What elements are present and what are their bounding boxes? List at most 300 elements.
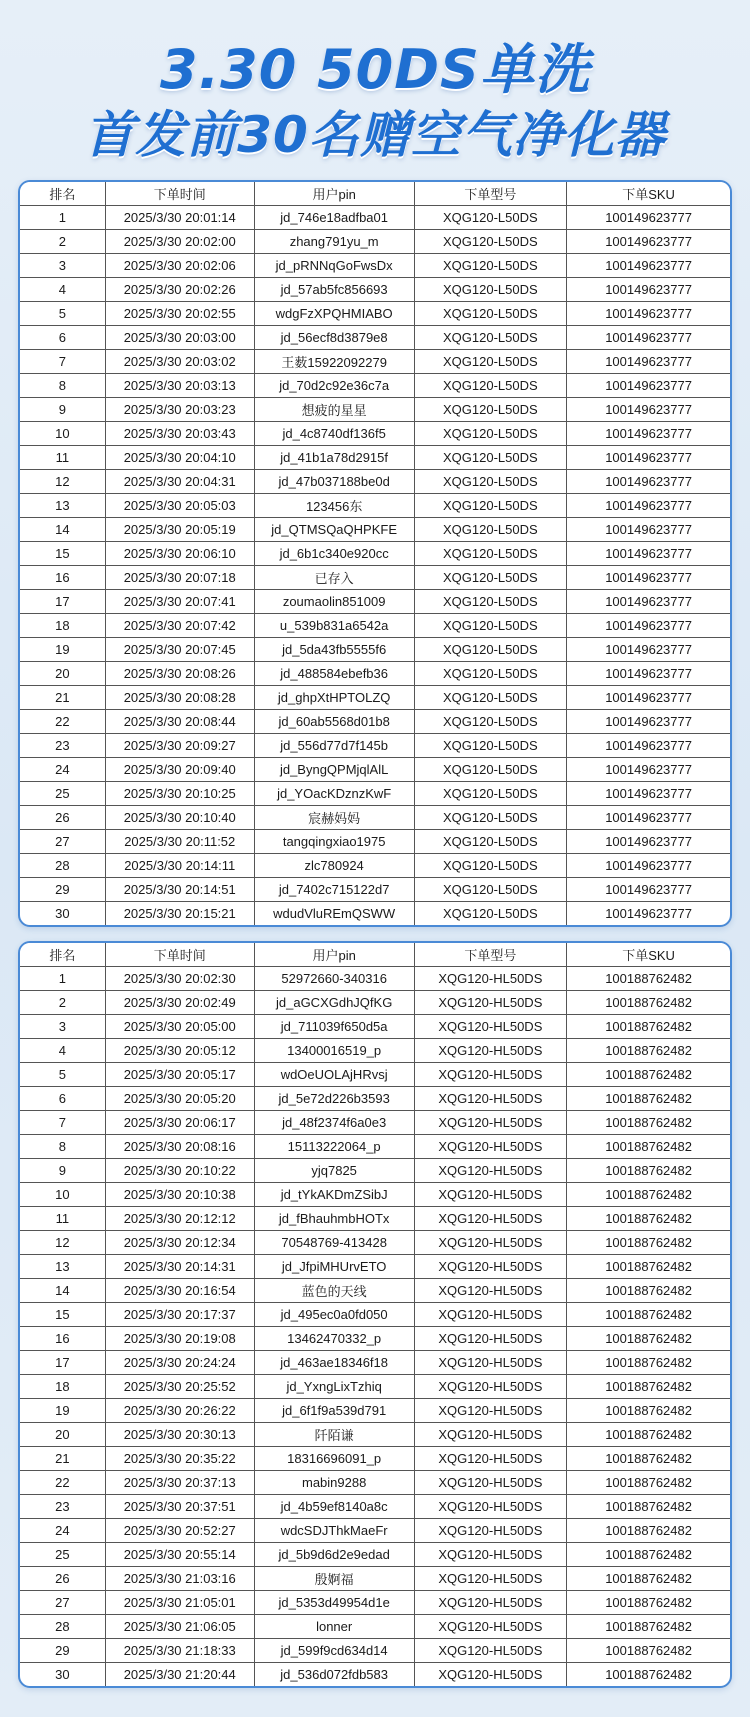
rank-cell: 19 bbox=[20, 638, 105, 662]
rank-cell: 6 bbox=[20, 326, 105, 350]
sku-cell: 100188762482 bbox=[567, 1039, 730, 1063]
user-pin-cell: tangqingxiao1975 bbox=[254, 830, 414, 854]
sku-cell: 100149623777 bbox=[567, 566, 730, 590]
order-time-cell: 2025/3/30 20:05:00 bbox=[105, 1015, 254, 1039]
order-time-cell: 2025/3/30 20:55:14 bbox=[105, 1543, 254, 1567]
model-cell: XQG120-L50DS bbox=[414, 854, 567, 878]
user-pin-cell: wdudVluREmQSWW bbox=[254, 902, 414, 926]
rank-cell: 3 bbox=[20, 1015, 105, 1039]
sku-cell: 100188762482 bbox=[567, 1327, 730, 1351]
rank-cell: 17 bbox=[20, 1351, 105, 1375]
sku-cell: 100149623777 bbox=[567, 686, 730, 710]
column-header: 用户pin bbox=[254, 182, 414, 206]
column-header: 下单型号 bbox=[414, 182, 567, 206]
sku-cell: 100149623777 bbox=[567, 398, 730, 422]
model-cell: XQG120-HL50DS bbox=[414, 1255, 567, 1279]
sku-cell: 100149623777 bbox=[567, 782, 730, 806]
table-row bbox=[20, 1279, 730, 1303]
order-time-cell: 2025/3/30 20:07:42 bbox=[105, 614, 254, 638]
order-time-cell: 2025/3/30 20:26:22 bbox=[105, 1399, 254, 1423]
sku-cell: 100149623777 bbox=[567, 830, 730, 854]
model-cell: XQG120-L50DS bbox=[414, 206, 567, 230]
user-pin-cell: 70548769-413428 bbox=[254, 1231, 414, 1255]
rank-cell: 11 bbox=[20, 446, 105, 470]
table-row bbox=[20, 710, 730, 734]
model-cell: XQG120-HL50DS bbox=[414, 1639, 567, 1663]
order-time-cell: 2025/3/30 20:02:26 bbox=[105, 278, 254, 302]
sku-cell: 100188762482 bbox=[567, 1375, 730, 1399]
user-pin-cell: jd_YOacKDznzKwF bbox=[254, 782, 414, 806]
user-pin-cell: jd_556d77d7f145b bbox=[254, 734, 414, 758]
sku-cell: 100188762482 bbox=[567, 1471, 730, 1495]
table-row bbox=[20, 806, 730, 830]
sku-cell: 100149623777 bbox=[567, 662, 730, 686]
sku-cell: 100188762482 bbox=[567, 1495, 730, 1519]
sku-cell: 100188762482 bbox=[567, 1087, 730, 1111]
sku-cell: 100188762482 bbox=[567, 1663, 730, 1687]
model-cell: XQG120-HL50DS bbox=[414, 1423, 567, 1447]
user-pin-cell: jd_599f9cd634d14 bbox=[254, 1639, 414, 1663]
sku-cell: 100188762482 bbox=[567, 1303, 730, 1327]
sku-cell: 100149623777 bbox=[567, 302, 730, 326]
table-row bbox=[20, 686, 730, 710]
sku-cell: 100188762482 bbox=[567, 991, 730, 1015]
column-header: 下单SKU bbox=[567, 943, 730, 967]
model-cell: XQG120-HL50DS bbox=[414, 1135, 567, 1159]
table-header-row bbox=[20, 943, 730, 967]
user-pin-cell: zlc780924 bbox=[254, 854, 414, 878]
model-cell: XQG120-L50DS bbox=[414, 326, 567, 350]
model-cell: XQG120-HL50DS bbox=[414, 1231, 567, 1255]
model-cell: XQG120-HL50DS bbox=[414, 1591, 567, 1615]
table-row bbox=[20, 1015, 730, 1039]
order-time-cell: 2025/3/30 21:03:16 bbox=[105, 1567, 254, 1591]
order-time-cell: 2025/3/30 20:52:27 bbox=[105, 1519, 254, 1543]
rank-cell: 24 bbox=[20, 758, 105, 782]
user-pin-cell: 殷婀福 bbox=[254, 1567, 414, 1591]
table-header-row bbox=[20, 182, 730, 206]
title-line-2: 首发前30名赠空气净化器 bbox=[84, 106, 666, 164]
table-row bbox=[20, 1231, 730, 1255]
table-row bbox=[20, 1303, 730, 1327]
table-row bbox=[20, 734, 730, 758]
user-pin-cell: u_539b831a6542a bbox=[254, 614, 414, 638]
order-time-cell: 2025/3/30 20:08:16 bbox=[105, 1135, 254, 1159]
user-pin-cell: jd_41b1a78d2915f bbox=[254, 446, 414, 470]
model-cell: XQG120-HL50DS bbox=[414, 1399, 567, 1423]
sku-cell: 100188762482 bbox=[567, 1447, 730, 1471]
model-cell: XQG120-L50DS bbox=[414, 878, 567, 902]
order-time-cell: 2025/3/30 20:14:31 bbox=[105, 1255, 254, 1279]
model-cell: XQG120-L50DS bbox=[414, 278, 567, 302]
order-time-cell: 2025/3/30 20:02:06 bbox=[105, 254, 254, 278]
user-pin-cell: 13400016519_p bbox=[254, 1039, 414, 1063]
model-cell: XQG120-HL50DS bbox=[414, 1015, 567, 1039]
rank-cell: 20 bbox=[20, 1423, 105, 1447]
order-time-cell: 2025/3/30 20:03:13 bbox=[105, 374, 254, 398]
table-row bbox=[20, 590, 730, 614]
sku-cell: 100188762482 bbox=[567, 1063, 730, 1087]
model-cell: XQG120-L50DS bbox=[414, 662, 567, 686]
table-row bbox=[20, 1327, 730, 1351]
model-cell: XQG120-L50DS bbox=[414, 566, 567, 590]
user-pin-cell: jd_5e72d226b3593 bbox=[254, 1087, 414, 1111]
model-cell: XQG120-L50DS bbox=[414, 350, 567, 374]
user-pin-cell: jd_5da43fb5555f6 bbox=[254, 638, 414, 662]
order-time-cell: 2025/3/30 20:05:03 bbox=[105, 494, 254, 518]
model-cell: XQG120-L50DS bbox=[414, 806, 567, 830]
sku-cell: 100188762482 bbox=[567, 1423, 730, 1447]
sku-cell: 100149623777 bbox=[567, 254, 730, 278]
model-cell: XQG120-HL50DS bbox=[414, 1615, 567, 1639]
order-table-panel bbox=[18, 941, 732, 1688]
sku-cell: 100149623777 bbox=[567, 494, 730, 518]
order-time-cell: 2025/3/30 20:07:45 bbox=[105, 638, 254, 662]
model-cell: XQG120-L50DS bbox=[414, 830, 567, 854]
table-row bbox=[20, 638, 730, 662]
model-cell: XQG120-HL50DS bbox=[414, 1447, 567, 1471]
table-row bbox=[20, 1183, 730, 1207]
table-row bbox=[20, 446, 730, 470]
order-time-cell: 2025/3/30 20:14:51 bbox=[105, 878, 254, 902]
model-cell: XQG120-HL50DS bbox=[414, 1543, 567, 1567]
user-pin-cell: 阡陌谦 bbox=[254, 1423, 414, 1447]
user-pin-cell: jd_6f1f9a539d791 bbox=[254, 1399, 414, 1423]
rank-cell: 12 bbox=[20, 470, 105, 494]
rank-cell: 3 bbox=[20, 254, 105, 278]
sku-cell: 100188762482 bbox=[567, 1183, 730, 1207]
rank-cell: 13 bbox=[20, 1255, 105, 1279]
order-time-cell: 2025/3/30 20:24:24 bbox=[105, 1351, 254, 1375]
model-cell: XQG120-L50DS bbox=[414, 590, 567, 614]
order-time-cell: 2025/3/30 20:05:20 bbox=[105, 1087, 254, 1111]
user-pin-cell: lonner bbox=[254, 1615, 414, 1639]
user-pin-cell: 已存入 bbox=[254, 566, 414, 590]
table-row bbox=[20, 1207, 730, 1231]
sku-cell: 100149623777 bbox=[567, 542, 730, 566]
table-row bbox=[20, 782, 730, 806]
model-cell: XQG120-HL50DS bbox=[414, 1039, 567, 1063]
user-pin-cell: jd_70d2c92e36c7a bbox=[254, 374, 414, 398]
model-cell: XQG120-HL50DS bbox=[414, 1087, 567, 1111]
tables-container bbox=[0, 180, 750, 1688]
order-time-cell: 2025/3/30 20:05:19 bbox=[105, 518, 254, 542]
table-row bbox=[20, 230, 730, 254]
user-pin-cell: jd_60ab5568d01b8 bbox=[254, 710, 414, 734]
model-cell: XQG120-L50DS bbox=[414, 302, 567, 326]
table-row bbox=[20, 1639, 730, 1663]
sku-cell: 100188762482 bbox=[567, 1279, 730, 1303]
rank-cell: 1 bbox=[20, 206, 105, 230]
table-row bbox=[20, 350, 730, 374]
order-time-cell: 2025/3/30 20:37:51 bbox=[105, 1495, 254, 1519]
model-cell: XQG120-HL50DS bbox=[414, 1159, 567, 1183]
user-pin-cell: jd_463ae18346f18 bbox=[254, 1351, 414, 1375]
rank-cell: 25 bbox=[20, 782, 105, 806]
sku-cell: 100149623777 bbox=[567, 278, 730, 302]
user-pin-cell: 13462470332_p bbox=[254, 1327, 414, 1351]
table-row bbox=[20, 1087, 730, 1111]
table-row bbox=[20, 1591, 730, 1615]
model-cell: XQG120-L50DS bbox=[414, 470, 567, 494]
table-row bbox=[20, 967, 730, 991]
user-pin-cell: jd_tYkAKDmZSibJ bbox=[254, 1183, 414, 1207]
rank-cell: 5 bbox=[20, 302, 105, 326]
column-header: 下单型号 bbox=[414, 943, 567, 967]
user-pin-cell: wdcSDJThkMaeFr bbox=[254, 1519, 414, 1543]
model-cell: XQG120-HL50DS bbox=[414, 1375, 567, 1399]
model-cell: XQG120-L50DS bbox=[414, 254, 567, 278]
column-header: 下单SKU bbox=[567, 182, 730, 206]
rank-cell: 25 bbox=[20, 1543, 105, 1567]
table-row bbox=[20, 1399, 730, 1423]
user-pin-cell: jd_488584ebefb36 bbox=[254, 662, 414, 686]
model-cell: XQG120-L50DS bbox=[414, 734, 567, 758]
rank-cell: 21 bbox=[20, 686, 105, 710]
order-time-cell: 2025/3/30 20:11:52 bbox=[105, 830, 254, 854]
sku-cell: 100188762482 bbox=[567, 1615, 730, 1639]
sku-cell: 100149623777 bbox=[567, 422, 730, 446]
table-row bbox=[20, 422, 730, 446]
table-row bbox=[20, 1495, 730, 1519]
user-pin-cell: jd_746e18adfba01 bbox=[254, 206, 414, 230]
order-time-cell: 2025/3/30 20:05:12 bbox=[105, 1039, 254, 1063]
user-pin-cell: yjq7825 bbox=[254, 1159, 414, 1183]
user-pin-cell: jd_7402c715122d7 bbox=[254, 878, 414, 902]
table-row bbox=[20, 470, 730, 494]
rank-cell: 27 bbox=[20, 830, 105, 854]
model-cell: XQG120-HL50DS bbox=[414, 967, 567, 991]
rank-cell: 5 bbox=[20, 1063, 105, 1087]
table-row bbox=[20, 1135, 730, 1159]
rank-cell: 30 bbox=[20, 902, 105, 926]
order-time-cell: 2025/3/30 20:02:00 bbox=[105, 230, 254, 254]
sku-cell: 100149623777 bbox=[567, 854, 730, 878]
order-time-cell: 2025/3/30 20:04:10 bbox=[105, 446, 254, 470]
order-time-cell: 2025/3/30 20:07:41 bbox=[105, 590, 254, 614]
order-time-cell: 2025/3/30 20:19:08 bbox=[105, 1327, 254, 1351]
model-cell: XQG120-HL50DS bbox=[414, 1303, 567, 1327]
table-row bbox=[20, 991, 730, 1015]
rank-cell: 10 bbox=[20, 1183, 105, 1207]
user-pin-cell: jd_56ecf8d3879e8 bbox=[254, 326, 414, 350]
model-cell: XQG120-L50DS bbox=[414, 518, 567, 542]
user-pin-cell: jd_5353d49954d1e bbox=[254, 1591, 414, 1615]
rank-cell: 22 bbox=[20, 1471, 105, 1495]
sku-cell: 100188762482 bbox=[567, 1351, 730, 1375]
sku-cell: 100188762482 bbox=[567, 1159, 730, 1183]
table-row bbox=[20, 1543, 730, 1567]
model-cell: XQG120-L50DS bbox=[414, 374, 567, 398]
model-cell: XQG120-HL50DS bbox=[414, 1471, 567, 1495]
table-row bbox=[20, 1039, 730, 1063]
user-pin-cell: jd_JfpiMHUrvETO bbox=[254, 1255, 414, 1279]
column-header: 排名 bbox=[20, 943, 105, 967]
user-pin-cell: jd_4c8740df136f5 bbox=[254, 422, 414, 446]
order-time-cell: 2025/3/30 20:17:37 bbox=[105, 1303, 254, 1327]
rank-cell: 7 bbox=[20, 350, 105, 374]
rank-cell: 19 bbox=[20, 1399, 105, 1423]
table-row bbox=[20, 278, 730, 302]
sku-cell: 100149623777 bbox=[567, 614, 730, 638]
model-cell: XQG120-HL50DS bbox=[414, 1207, 567, 1231]
table-row bbox=[20, 854, 730, 878]
order-table bbox=[20, 943, 730, 1686]
user-pin-cell: zhang791yu_m bbox=[254, 230, 414, 254]
model-cell: XQG120-HL50DS bbox=[414, 1495, 567, 1519]
model-cell: XQG120-HL50DS bbox=[414, 1063, 567, 1087]
model-cell: XQG120-L50DS bbox=[414, 542, 567, 566]
user-pin-cell: wdgFzXPQHMIABO bbox=[254, 302, 414, 326]
sku-cell: 100149623777 bbox=[567, 710, 730, 734]
user-pin-cell: jd_4b59ef8140a8c bbox=[254, 1495, 414, 1519]
sku-cell: 100149623777 bbox=[567, 518, 730, 542]
model-cell: XQG120-L50DS bbox=[414, 638, 567, 662]
order-time-cell: 2025/3/30 20:14:11 bbox=[105, 854, 254, 878]
rank-cell: 8 bbox=[20, 374, 105, 398]
table-row bbox=[20, 254, 730, 278]
sku-cell: 100188762482 bbox=[567, 1639, 730, 1663]
sku-cell: 100149623777 bbox=[567, 446, 730, 470]
sku-cell: 100149623777 bbox=[567, 470, 730, 494]
rank-cell: 23 bbox=[20, 1495, 105, 1519]
user-pin-cell: 想疲的星星 bbox=[254, 398, 414, 422]
rank-cell: 29 bbox=[20, 1639, 105, 1663]
table-row bbox=[20, 614, 730, 638]
model-cell: XQG120-L50DS bbox=[414, 230, 567, 254]
order-time-cell: 2025/3/30 20:06:10 bbox=[105, 542, 254, 566]
order-time-cell: 2025/3/30 20:08:44 bbox=[105, 710, 254, 734]
sku-cell: 100149623777 bbox=[567, 878, 730, 902]
order-time-cell: 2025/3/30 20:04:31 bbox=[105, 470, 254, 494]
table-row bbox=[20, 206, 730, 230]
sku-cell: 100149623777 bbox=[567, 806, 730, 830]
page-header bbox=[0, 0, 750, 180]
rank-cell: 18 bbox=[20, 1375, 105, 1399]
table-row bbox=[20, 1615, 730, 1639]
model-cell: XQG120-HL50DS bbox=[414, 1279, 567, 1303]
order-time-cell: 2025/3/30 20:10:38 bbox=[105, 1183, 254, 1207]
user-pin-cell: 15113222064_p bbox=[254, 1135, 414, 1159]
sku-cell: 100149623777 bbox=[567, 734, 730, 758]
model-cell: XQG120-HL50DS bbox=[414, 1519, 567, 1543]
rank-cell: 14 bbox=[20, 1279, 105, 1303]
order-time-cell: 2025/3/30 21:06:05 bbox=[105, 1615, 254, 1639]
rank-cell: 21 bbox=[20, 1447, 105, 1471]
table-row bbox=[20, 1159, 730, 1183]
user-pin-cell: jd_711039f650d5a bbox=[254, 1015, 414, 1039]
order-time-cell: 2025/3/30 21:18:33 bbox=[105, 1639, 254, 1663]
order-time-cell: 2025/3/30 21:05:01 bbox=[105, 1591, 254, 1615]
order-time-cell: 2025/3/30 20:25:52 bbox=[105, 1375, 254, 1399]
order-time-cell: 2025/3/30 20:12:12 bbox=[105, 1207, 254, 1231]
sku-cell: 100149623777 bbox=[567, 326, 730, 350]
table-row bbox=[20, 1063, 730, 1087]
order-time-cell: 2025/3/30 20:07:18 bbox=[105, 566, 254, 590]
sku-cell: 100188762482 bbox=[567, 967, 730, 991]
table-row bbox=[20, 902, 730, 926]
order-time-cell: 2025/3/30 20:10:22 bbox=[105, 1159, 254, 1183]
table-row bbox=[20, 1111, 730, 1135]
table-row bbox=[20, 1375, 730, 1399]
order-time-cell: 2025/3/30 20:02:49 bbox=[105, 991, 254, 1015]
user-pin-cell: jd_ghpXtHPTOLZQ bbox=[254, 686, 414, 710]
rank-cell: 4 bbox=[20, 278, 105, 302]
user-pin-cell: 18316696091_p bbox=[254, 1447, 414, 1471]
rank-cell: 7 bbox=[20, 1111, 105, 1135]
user-pin-cell: 王薮15922092279 bbox=[254, 350, 414, 374]
column-header: 下单时间 bbox=[105, 943, 254, 967]
table-row bbox=[20, 878, 730, 902]
user-pin-cell: jd_495ec0a0fd050 bbox=[254, 1303, 414, 1327]
table-row bbox=[20, 1255, 730, 1279]
rank-cell: 6 bbox=[20, 1087, 105, 1111]
rank-cell: 29 bbox=[20, 878, 105, 902]
sku-cell: 100188762482 bbox=[567, 1519, 730, 1543]
order-time-cell: 2025/3/30 20:09:40 bbox=[105, 758, 254, 782]
model-cell: XQG120-L50DS bbox=[414, 398, 567, 422]
model-cell: XQG120-HL50DS bbox=[414, 1351, 567, 1375]
order-time-cell: 2025/3/30 20:37:13 bbox=[105, 1471, 254, 1495]
rank-cell: 22 bbox=[20, 710, 105, 734]
rank-cell: 26 bbox=[20, 806, 105, 830]
rank-cell: 11 bbox=[20, 1207, 105, 1231]
rank-cell: 16 bbox=[20, 1327, 105, 1351]
rank-cell: 8 bbox=[20, 1135, 105, 1159]
table-row bbox=[20, 1663, 730, 1687]
order-time-cell: 2025/3/30 20:35:22 bbox=[105, 1447, 254, 1471]
user-pin-cell: mabin9288 bbox=[254, 1471, 414, 1495]
table-row bbox=[20, 518, 730, 542]
sku-cell: 100149623777 bbox=[567, 902, 730, 926]
rank-cell: 28 bbox=[20, 1615, 105, 1639]
sku-cell: 100188762482 bbox=[567, 1399, 730, 1423]
rank-cell: 1 bbox=[20, 967, 105, 991]
user-pin-cell: wdOeUOLAjHRvsj bbox=[254, 1063, 414, 1087]
table-row bbox=[20, 1567, 730, 1591]
model-cell: XQG120-HL50DS bbox=[414, 1567, 567, 1591]
model-cell: XQG120-L50DS bbox=[414, 902, 567, 926]
column-header: 下单时间 bbox=[105, 182, 254, 206]
table-row bbox=[20, 326, 730, 350]
user-pin-cell: jd_47b037188be0d bbox=[254, 470, 414, 494]
rank-cell: 2 bbox=[20, 230, 105, 254]
sku-cell: 100149623777 bbox=[567, 206, 730, 230]
model-cell: XQG120-HL50DS bbox=[414, 1663, 567, 1687]
rank-cell: 9 bbox=[20, 1159, 105, 1183]
sku-cell: 100149623777 bbox=[567, 590, 730, 614]
order-time-cell: 2025/3/30 20:12:34 bbox=[105, 1231, 254, 1255]
model-cell: XQG120-L50DS bbox=[414, 494, 567, 518]
rank-cell: 23 bbox=[20, 734, 105, 758]
model-cell: XQG120-L50DS bbox=[414, 422, 567, 446]
table-row bbox=[20, 1447, 730, 1471]
rank-cell: 15 bbox=[20, 542, 105, 566]
rank-cell: 24 bbox=[20, 1519, 105, 1543]
user-pin-cell: jd_5b9d6d2e9edad bbox=[254, 1543, 414, 1567]
user-pin-cell: jd_ByngQPMjqlAlL bbox=[254, 758, 414, 782]
sku-cell: 100188762482 bbox=[567, 1135, 730, 1159]
table-row bbox=[20, 302, 730, 326]
column-header: 用户pin bbox=[254, 943, 414, 967]
model-cell: XQG120-L50DS bbox=[414, 686, 567, 710]
rank-cell: 4 bbox=[20, 1039, 105, 1063]
user-pin-cell: 52972660-340316 bbox=[254, 967, 414, 991]
user-pin-cell: jd_YxngLixTzhiq bbox=[254, 1375, 414, 1399]
rank-cell: 20 bbox=[20, 662, 105, 686]
order-time-cell: 2025/3/30 20:05:17 bbox=[105, 1063, 254, 1087]
rank-cell: 10 bbox=[20, 422, 105, 446]
